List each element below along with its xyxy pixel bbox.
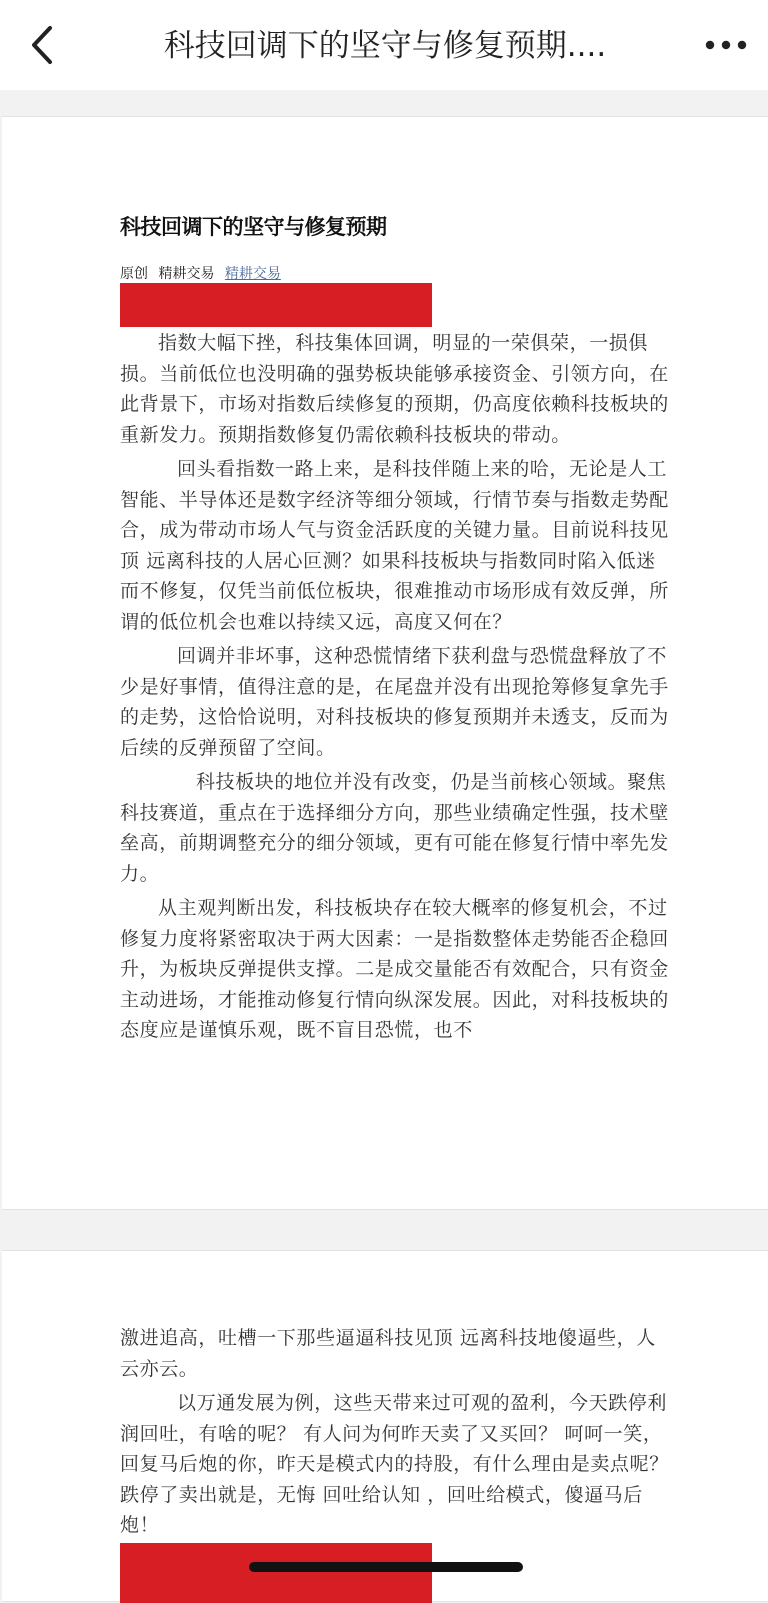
navigation-bar (0, 0, 768, 90)
paragraph: 指数大幅下挫，科技集体回调，明显的一荣俱荣，一损俱损。当前低位也没明确的强势板块能够承接资金、引领方向，在此背景下，市场对指数后续修复的预期，仍高度依赖科技板块的重新发力。预期指数修复仍需依赖科技板块的带动。 (120, 332, 669, 446)
chevron-left-icon[interactable] (26, 22, 66, 68)
article-meta (120, 263, 287, 283)
red-banner (120, 1543, 432, 1603)
article-title: 科技回调下的坚守与修复预期 (120, 215, 387, 239)
red-banner (120, 283, 432, 327)
original-tag: 原创 (120, 266, 148, 282)
author-name: 精耕交易 (158, 266, 215, 282)
home-indicator[interactable] (249, 1562, 523, 1572)
paragraph: 从主观判断出发，科技板块存在较大概率的修复机会，不过修复力度将紧密取决于两大因素：一是指数整体走势能否企稳回升，为板块反弹提供支撑。二是成交量能否有效配合，只有资金主动进场，才能推动修复行情向纵深发展。因此，对科技板块的态度应是谨慎乐观，既不盲目恐慌，也不 (120, 897, 669, 1041)
account-link[interactable]: 精耕交易 (224, 266, 281, 282)
document-page-2 (2, 1250, 768, 1602)
more-horizontal-icon[interactable] (704, 30, 748, 60)
paragraph: 科技板块的地位并没有改变，仍是当前核心领域。聚焦科技赛道，重点在于选择细分方向，那些业绩确定性强，技术壁垒高，前期调整充分的细分领域，更有可能在修复行情中率先发力。 (120, 771, 669, 885)
paragraph: 回头看指数一路上来，是科技伴随上来的哈，无论是人工智能、半导体还是数字经济等细分领域，行情节奏与指数走势配合，成为带动市场人气与资金活跃度的关键力量。目前说科技见顶 远离科技的人居心叵测？如果科技板块与指数同时陷入低迷而不修复，仅凭当前低位板块，很难推动市场形成有效反弹，所谓的低位机会也难以持续又远，高度又何在？ (120, 458, 669, 633)
article-body-page-1 (120, 328, 670, 1050)
nav-title: 科技回调下的坚守与修复预期.... (163, 28, 607, 64)
paragraph: 激进追高，吐槽一下那些逼逼科技见顶 远离科技地傻逼些，人云亦云。 (120, 1327, 656, 1380)
paragraph: 以万通发展为例，这些天带来过可观的盈利，今天跌停利润回吐，有啥的呢？ 有人问为何昨天卖了又买回？ 呵呵一笑，回复马后炮的你，昨天是模式内的持股，有什么理由是卖点呢？跌停了卖出就是，无悔 回吐给认知 ，回吐给模式，傻逼马后炮！ (120, 1392, 669, 1536)
document-page-1 (2, 116, 768, 1210)
paragraph: 回调并非坏事，这种恐慌情绪下获利盘与恐慌盘释放了不少是好事情，值得注意的是，在尾盘并没有出现抢筹修复拿先手的走势，这恰恰说明，对科技板块的修复预期并未透支，反而为后续的反弹预留了空间。 (120, 645, 669, 759)
article-body-page-2 (120, 1323, 670, 1545)
